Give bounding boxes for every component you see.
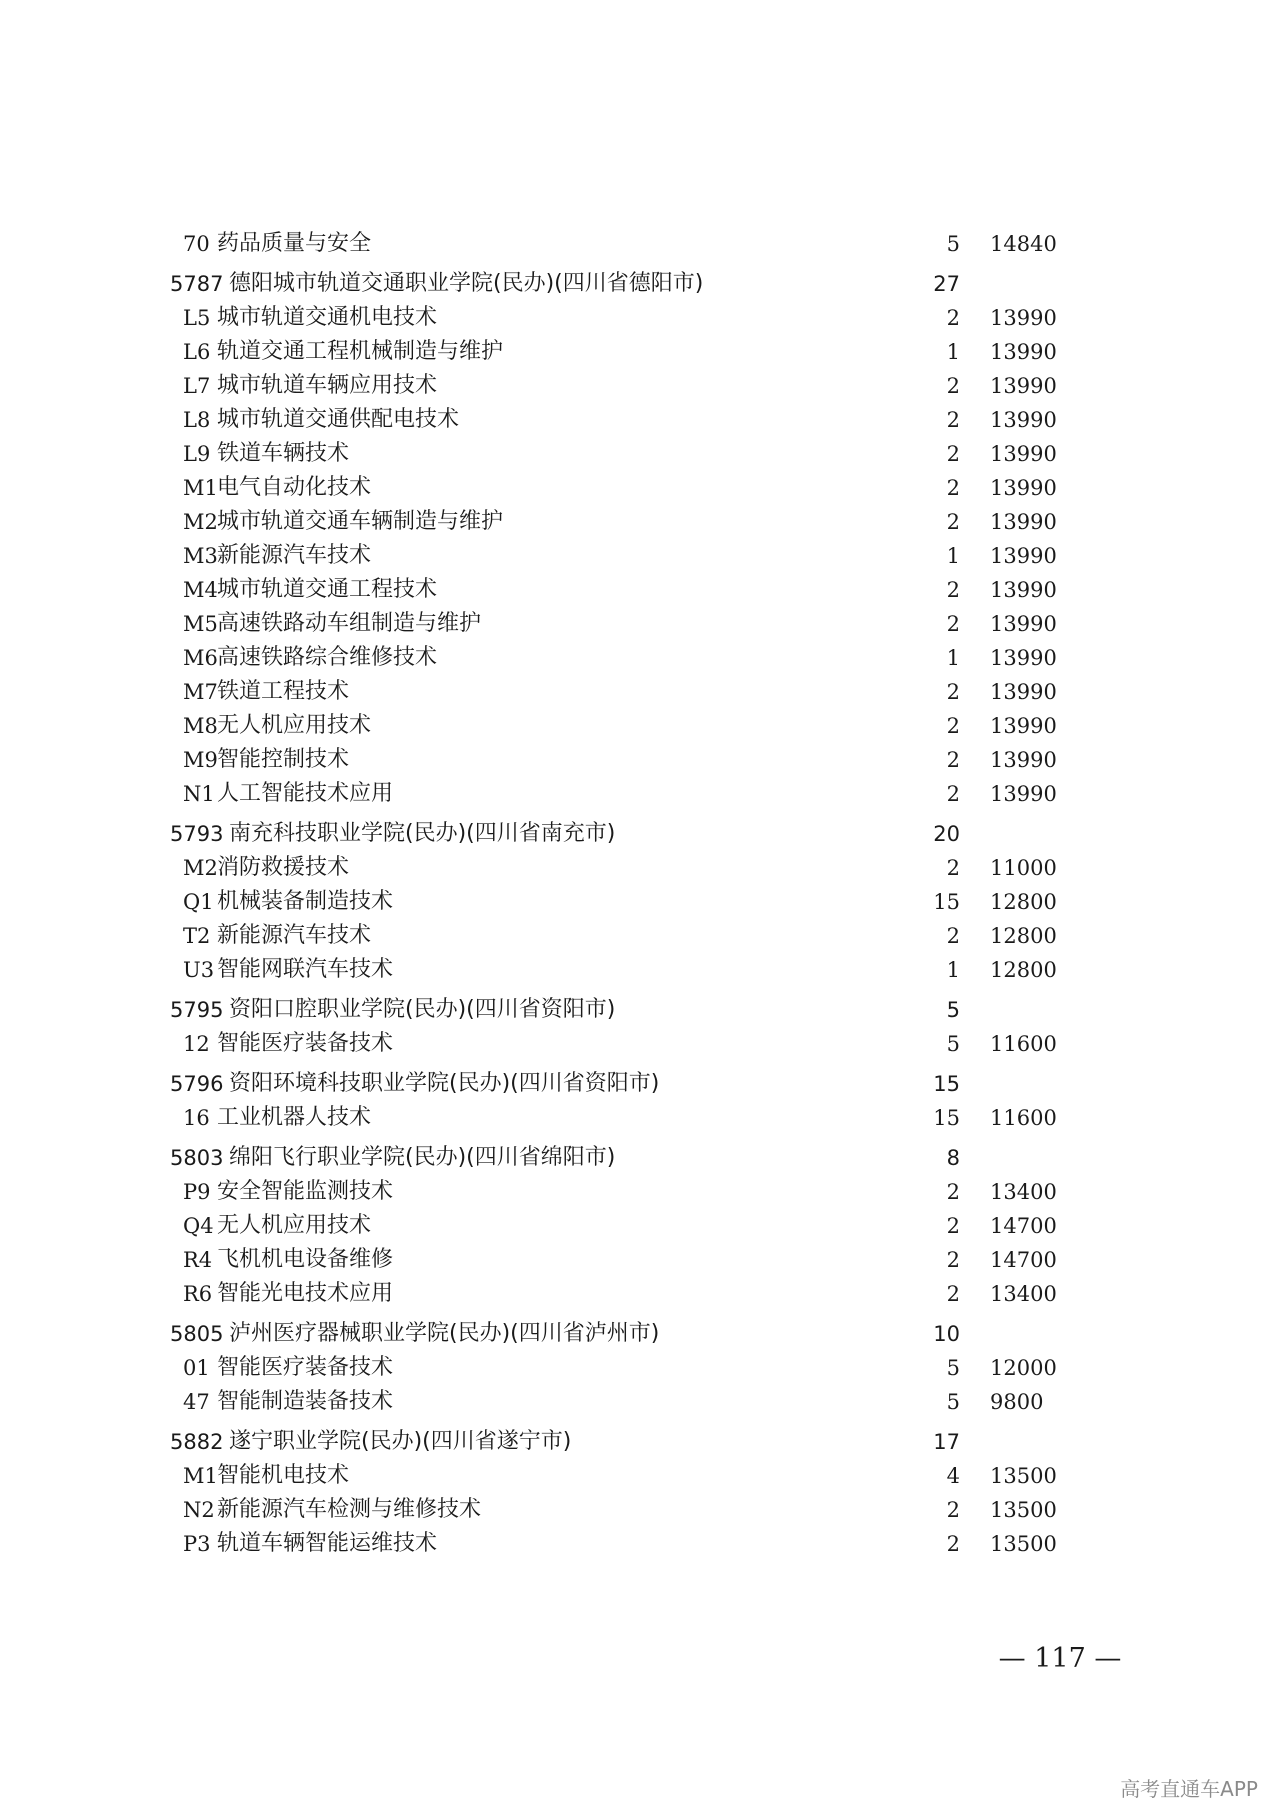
tuition-fee: 9800: [990, 1390, 1044, 1414]
major-name: 城市轨道交通供配电技术: [217, 407, 460, 432]
tuition-fee: 13990: [990, 374, 1057, 398]
school-code: 5793: [170, 822, 224, 846]
school-row: [0, 267, 1280, 301]
major-code: U3: [183, 958, 215, 982]
plan-count: 2: [946, 1214, 960, 1238]
tuition-fee: 13990: [990, 510, 1057, 534]
plan-count: 2: [946, 374, 960, 398]
major-name: 智能控制技术: [217, 747, 350, 772]
major-code: M3: [183, 544, 218, 568]
major-code: L5: [183, 306, 211, 330]
plan-count: 2: [946, 1498, 960, 1522]
major-name: 药品质量与安全: [217, 231, 372, 256]
major-name: 智能制造装备技术: [217, 1389, 394, 1414]
major-name: 高速铁路动车组制造与维护: [217, 611, 482, 636]
tuition-fee: 13400: [990, 1180, 1057, 1204]
plan-count: 2: [946, 748, 960, 772]
major-row: [0, 777, 1280, 811]
major-row: [0, 227, 1280, 261]
major-name: 电气自动化技术: [217, 475, 372, 500]
plan-count: 5: [946, 232, 960, 256]
plan-count: 2: [946, 782, 960, 806]
major-code: 16: [183, 1106, 210, 1130]
major-row: [0, 539, 1280, 573]
plan-count: 15: [933, 890, 960, 914]
major-code: N2: [183, 1498, 215, 1522]
major-code: R6: [183, 1282, 213, 1306]
tuition-fee: 11600: [990, 1032, 1057, 1056]
tuition-fee: 11600: [990, 1106, 1057, 1130]
tuition-fee: 14840: [990, 232, 1057, 256]
tuition-fee: 12000: [990, 1356, 1057, 1380]
school-name: 南充科技职业学院(民办)(四川省南充市): [229, 821, 616, 846]
plan-count: 15: [933, 1072, 960, 1096]
school-row: [0, 1425, 1280, 1459]
major-row: [0, 437, 1280, 471]
plan-count: 2: [946, 680, 960, 704]
major-name: 消防救援技术: [217, 855, 350, 880]
page-number: — 117 —: [998, 1643, 1122, 1674]
major-row: [0, 1209, 1280, 1243]
plan-count: 5: [946, 1032, 960, 1056]
plan-count: 15: [933, 1106, 960, 1130]
major-code: M1: [183, 1464, 218, 1488]
major-code: T2: [183, 924, 211, 948]
major-code: M8: [183, 714, 218, 738]
major-row: [0, 1277, 1280, 1311]
major-name: 工业机器人技术: [217, 1105, 372, 1130]
plan-count: 2: [946, 1282, 960, 1306]
major-row: [0, 1493, 1280, 1527]
plan-count: 2: [946, 612, 960, 636]
major-code: 12: [183, 1032, 210, 1056]
major-name: 无人机应用技术: [217, 1213, 372, 1238]
school-name: 遂宁职业学院(民办)(四川省遂宁市): [229, 1429, 572, 1454]
major-code: M2: [183, 856, 218, 880]
major-code: 01: [183, 1356, 210, 1380]
major-row: [0, 1175, 1280, 1209]
plan-count: 27: [933, 272, 960, 296]
major-code: M7: [183, 680, 218, 704]
major-name: 人工智能技术应用: [217, 781, 394, 806]
tuition-fee: 13500: [990, 1464, 1057, 1488]
major-row: [0, 607, 1280, 641]
school-name: 泸州医疗器械职业学院(民办)(四川省泸州市): [229, 1321, 660, 1346]
major-code: Q1: [183, 890, 214, 914]
school-code: 5796: [170, 1072, 224, 1096]
plan-count: 17: [933, 1430, 960, 1454]
major-name: 铁道车辆技术: [217, 441, 350, 466]
plan-count: 8: [946, 1146, 960, 1170]
major-name: 城市轨道交通工程技术: [217, 577, 438, 602]
tuition-fee: 13990: [990, 714, 1057, 738]
major-name: 新能源汽车技术: [217, 543, 372, 568]
tuition-fee: 13990: [990, 340, 1057, 364]
plan-count: 1: [946, 646, 960, 670]
major-name: 智能光电技术应用: [217, 1281, 394, 1306]
plan-count: 2: [946, 714, 960, 738]
major-code: P9: [183, 1180, 211, 1204]
school-code: 5805: [170, 1322, 224, 1346]
major-code: N1: [183, 782, 215, 806]
tuition-fee: 13990: [990, 646, 1057, 670]
major-name: 城市轨道车辆应用技术: [217, 373, 438, 398]
plan-count: 1: [946, 958, 960, 982]
major-row: [0, 335, 1280, 369]
school-name: 德阳城市轨道交通职业学院(民办)(四川省德阳市): [229, 271, 704, 296]
major-code: 70: [183, 232, 210, 256]
school-name: 资阳环境科技职业学院(民办)(四川省资阳市): [229, 1071, 660, 1096]
major-row: [0, 641, 1280, 675]
plan-count: 2: [946, 476, 960, 500]
plan-count: 20: [933, 822, 960, 846]
major-row: [0, 1101, 1280, 1135]
major-code: M5: [183, 612, 218, 636]
major-code: M2: [183, 510, 218, 534]
major-row: [0, 403, 1280, 437]
major-code: Q4: [183, 1214, 214, 1238]
school-code: 5882: [170, 1430, 224, 1454]
plan-count: 10: [933, 1322, 960, 1346]
major-row: [0, 953, 1280, 987]
tuition-fee: 13990: [990, 612, 1057, 636]
major-row: [0, 743, 1280, 777]
school-code: 5803: [170, 1146, 224, 1170]
major-row: [0, 1351, 1280, 1385]
plan-count: 2: [946, 306, 960, 330]
major-name: 新能源汽车检测与维修技术: [217, 1497, 482, 1522]
major-name: 铁道工程技术: [217, 679, 350, 704]
major-code: L8: [183, 408, 211, 432]
school-row: [0, 1317, 1280, 1351]
major-name: 机械装备制造技术: [217, 889, 394, 914]
major-row: [0, 1027, 1280, 1061]
major-row: [0, 1459, 1280, 1493]
plan-count: 4: [946, 1464, 960, 1488]
major-row: [0, 709, 1280, 743]
plan-count: 5: [946, 1356, 960, 1380]
major-code: M6: [183, 646, 218, 670]
plan-count: 2: [946, 856, 960, 880]
tuition-fee: 13400: [990, 1282, 1057, 1306]
tuition-fee: 13990: [990, 476, 1057, 500]
major-name: 无人机应用技术: [217, 713, 372, 738]
tuition-fee: 12800: [990, 958, 1057, 982]
tuition-fee: 13500: [990, 1532, 1057, 1556]
tuition-fee: 13990: [990, 544, 1057, 568]
plan-count: 2: [946, 1248, 960, 1272]
major-code: M1: [183, 476, 218, 500]
tuition-fee: 12800: [990, 890, 1057, 914]
major-row: [0, 851, 1280, 885]
major-name: 城市轨道交通车辆制造与维护: [217, 509, 504, 534]
major-name: 智能机电技术: [217, 1463, 350, 1488]
major-row: [0, 573, 1280, 607]
major-row: [0, 1385, 1280, 1419]
tuition-fee: 13990: [990, 680, 1057, 704]
school-row: [0, 993, 1280, 1027]
major-code: M4: [183, 578, 218, 602]
major-row: [0, 1527, 1280, 1561]
tuition-fee: 13500: [990, 1498, 1057, 1522]
tuition-fee: 13990: [990, 782, 1057, 806]
school-row: [0, 1067, 1280, 1101]
tuition-fee: 11000: [990, 856, 1057, 880]
major-name: 智能医疗装备技术: [217, 1355, 394, 1380]
tuition-fee: 14700: [990, 1214, 1057, 1238]
major-code: 47: [183, 1390, 210, 1414]
major-row: [0, 369, 1280, 403]
major-name: 高速铁路综合维修技术: [217, 645, 438, 670]
school-name: 绵阳飞行职业学院(民办)(四川省绵阳市): [229, 1145, 616, 1170]
tuition-fee: 13990: [990, 442, 1057, 466]
plan-count: 2: [946, 924, 960, 948]
school-name: 资阳口腔职业学院(民办)(四川省资阳市): [229, 997, 616, 1022]
major-code: M9: [183, 748, 218, 772]
major-name: 新能源汽车技术: [217, 923, 372, 948]
plan-count: 2: [946, 1180, 960, 1204]
plan-count: 2: [946, 442, 960, 466]
plan-count: 2: [946, 578, 960, 602]
plan-count: 2: [946, 1532, 960, 1556]
major-name: 安全智能监测技术: [217, 1179, 394, 1204]
major-code: L7: [183, 374, 211, 398]
major-row: [0, 505, 1280, 539]
tuition-fee: 12800: [990, 924, 1057, 948]
major-code: L6: [183, 340, 211, 364]
major-name: 智能网联汽车技术: [217, 957, 394, 982]
school-row: [0, 817, 1280, 851]
plan-count: 1: [946, 544, 960, 568]
tuition-fee: 13990: [990, 748, 1057, 772]
tuition-fee: 13990: [990, 578, 1057, 602]
major-code: L9: [183, 442, 211, 466]
tuition-fee: 13990: [990, 408, 1057, 432]
major-row: [0, 885, 1280, 919]
major-row: [0, 1243, 1280, 1277]
school-row: [0, 1141, 1280, 1175]
plan-count: 2: [946, 408, 960, 432]
plan-count: 2: [946, 510, 960, 534]
major-name: 轨道交通工程机械制造与维护: [217, 339, 504, 364]
plan-count: 5: [946, 998, 960, 1022]
tuition-fee: 14700: [990, 1248, 1057, 1272]
plan-count: 1: [946, 340, 960, 364]
major-name: 城市轨道交通机电技术: [217, 305, 438, 330]
major-name: 飞机机电设备维修: [217, 1247, 394, 1272]
tuition-fee: 13990: [990, 306, 1057, 330]
watermark-text: 高考直通车APP: [1120, 1777, 1258, 1801]
major-row: [0, 301, 1280, 335]
major-row: [0, 919, 1280, 953]
major-row: [0, 675, 1280, 709]
major-name: 智能医疗装备技术: [217, 1031, 394, 1056]
school-code: 5795: [170, 998, 224, 1022]
major-name: 轨道车辆智能运维技术: [217, 1531, 438, 1556]
plan-count: 5: [946, 1390, 960, 1414]
school-code: 5787: [170, 272, 224, 296]
major-code: P3: [183, 1532, 211, 1556]
major-code: R4: [183, 1248, 213, 1272]
major-row: [0, 471, 1280, 505]
